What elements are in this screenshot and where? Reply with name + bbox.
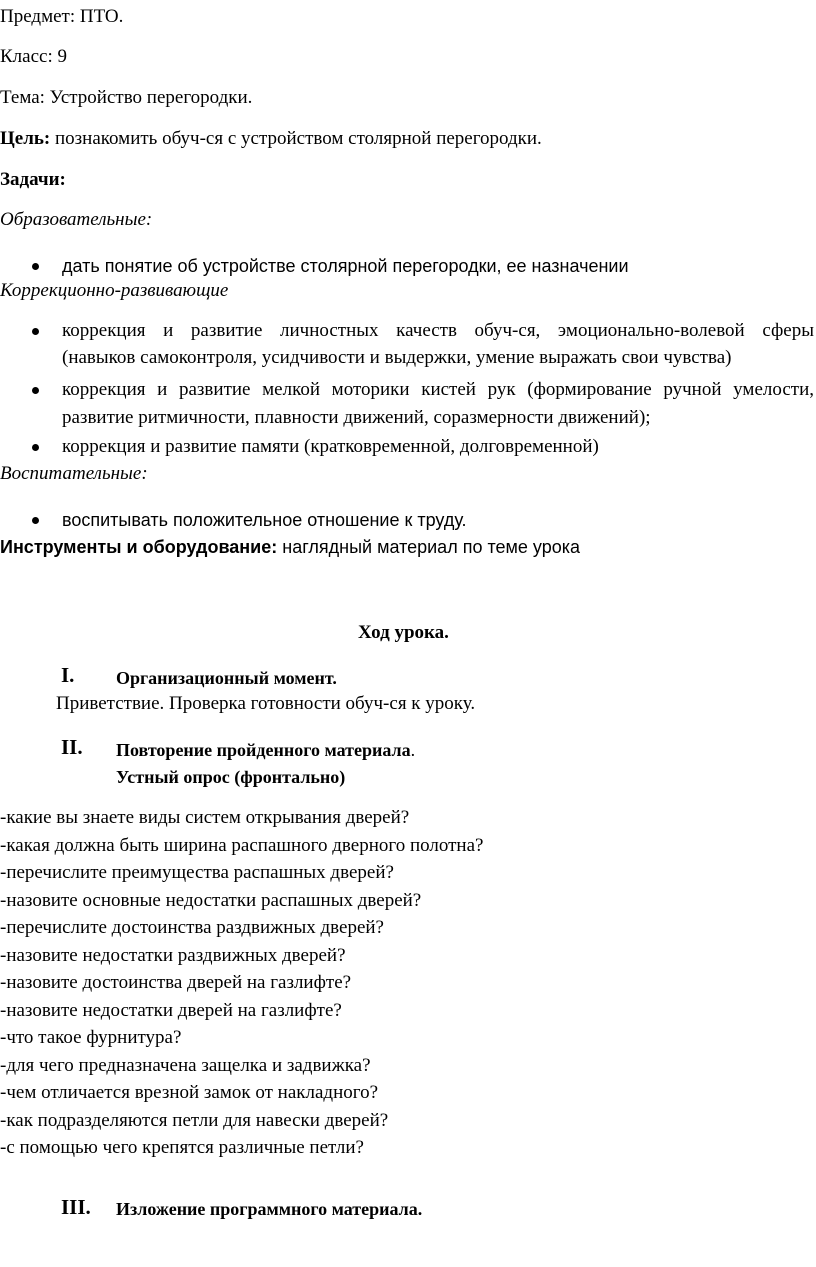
question-item: -перечислите преимущества распашных дверей? [0,862,394,883]
goal-label: Цель: [0,128,51,149]
section-2-subtitle: Устный опрос (фронтально) [116,767,346,787]
question-item: -назовите достоинства дверей на газлифте? [0,972,352,993]
correctional-item-2-line-2: развитие ритмичности, плавности движений, соразмерности движений); [62,407,651,428]
upbringing-item: воспитывать положительное отношение к труду. [62,510,467,530]
section-2-number: II. [61,735,83,759]
question-item: -назовите недостатки раздвижных дверей? [0,945,346,966]
tools-line [0,535,580,560]
question-item: -чем отличается врезной замок от накладного? [0,1082,379,1103]
section-3-number: III. [61,1195,91,1219]
section-1-title: Организационный момент. [116,668,337,688]
question-item: -какие вы знаете виды систем открывания дверей? [0,807,410,828]
question-item: -для чего предназначена защелка и задвижка? [0,1055,371,1076]
section-1-number: I. [61,663,75,687]
tasks-label: Задачи: [0,169,66,190]
question-item: -назовите недостатки дверей на газлифте? [0,1000,342,1021]
tools-text: наглядный материал по теме урока [277,537,580,557]
bullet-icon [32,387,39,394]
question-item: -назовите основные недостатки распашных дверей? [0,890,422,911]
section-1-text: Приветствие. Проверка готовности обуч-ся к уроку. [56,693,476,714]
bullet-icon [32,517,39,524]
subject-line: Предмет: ПТО. [0,6,124,27]
question-item: -как подразделяются петли для навески дверей? [0,1110,389,1131]
section-2-title-line [116,738,415,762]
educational-item: дать понятие об устройстве столярной перегородки, ее назначении [62,256,629,276]
grade-line: Класс: 9 [0,46,67,67]
tools-label: Инструменты и оборудование: [0,537,278,557]
lesson-title: Ход урока. [358,622,449,643]
bullet-icon [32,444,39,451]
bullet-icon [32,263,39,270]
topic-line: Тема: Устройство перегородки. [0,87,253,108]
goal-line [0,127,542,151]
upbringing-label: Воспитательные: [0,463,148,484]
section-3-title: Изложение программного материала. [116,1199,423,1219]
correctional-label: Коррекционно-развивающие [0,280,229,301]
question-item: -с помощью чего крепятся различные петли? [0,1137,364,1158]
bullet-icon [32,328,39,335]
question-item: -что такое фурнитура? [0,1027,182,1048]
correctional-item-1-line-2: (навыков самоконтроля, усидчивости и выдержки, умение выражать свои чувства) [62,347,732,368]
correctional-item-2-line-1: коррекция и развитие мелкой моторики кистей рук (формирование ручной умелости, [62,379,814,400]
correctional-item-3: коррекция и развитие памяти (кратковременной, долговременной) [62,436,599,457]
educational-label: Образовательные: [0,209,153,230]
section-2-title: Повторение пройденного материала [116,740,411,760]
goal-text: познакомить обуч-ся с устройством столярной перегородки. [50,128,542,149]
correctional-item-1-line-1: коррекция и развитие личностных качеств обуч-ся, эмоционально-волевой сферы [62,320,814,341]
section-2-title-dot: . [410,740,416,760]
question-item: -перечислите достоинства раздвижных дверей? [0,917,384,938]
question-item: -какая должна быть ширина распашного дверного полотна? [0,835,484,856]
